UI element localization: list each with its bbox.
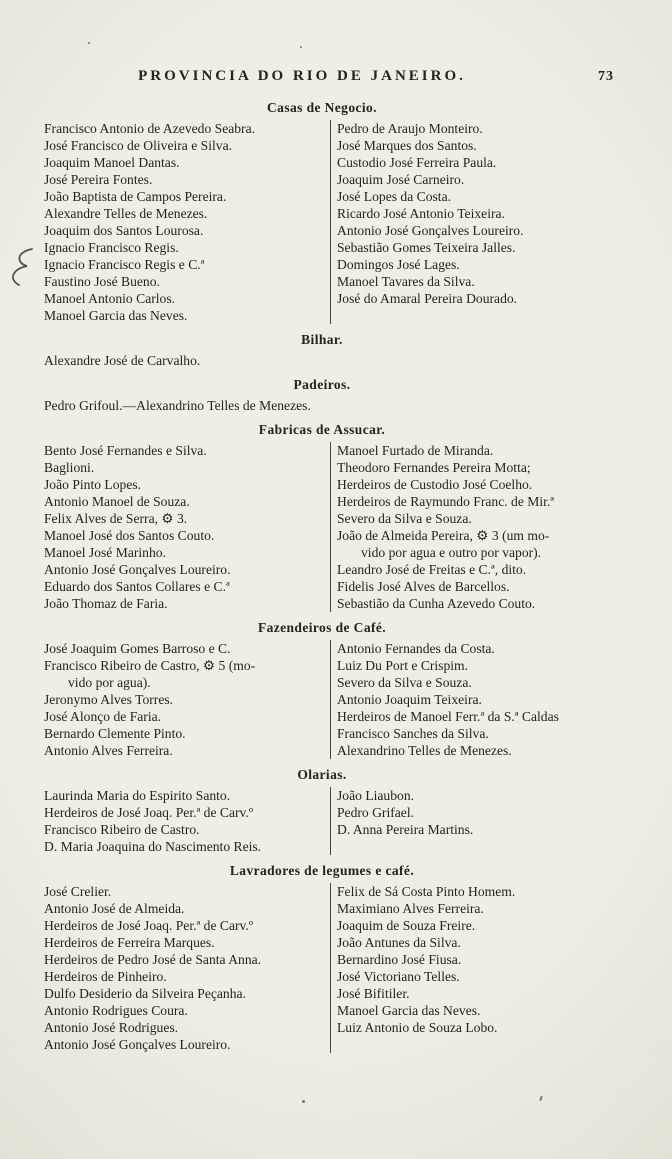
list-item: Maximiano Alves Ferreira. bbox=[337, 901, 484, 916]
list-item: Bernardino José Fiusa. bbox=[337, 952, 462, 967]
list-item: Domingos José Lages. bbox=[337, 257, 460, 272]
list-item: Sebastião da Cunha Azevedo Couto. bbox=[337, 596, 536, 611]
list-item: José Joaquim Gomes Barroso e C. bbox=[44, 641, 231, 656]
list-item: Laurinda Maria do Espirito Santo. bbox=[44, 788, 231, 803]
section-title: Bilhar. bbox=[301, 332, 343, 347]
section bbox=[44, 863, 640, 1053]
single-column-list bbox=[44, 352, 640, 369]
list-item: D. Anna Pereira Martins. bbox=[337, 822, 474, 837]
list-item: Antonio Rodrigues Coura. bbox=[44, 1003, 188, 1018]
left-column bbox=[44, 640, 330, 759]
list-item: Custodio José Ferreira Paula. bbox=[337, 155, 497, 170]
list-item: Antonio José Rodrigues. bbox=[44, 1020, 179, 1035]
page-content bbox=[44, 68, 640, 1053]
list-item: José Pereira Fontes. bbox=[44, 172, 153, 187]
right-column bbox=[330, 883, 640, 1053]
list-item: Bento José Fernandes e Silva. bbox=[44, 443, 207, 458]
list-item: José Bifitiler. bbox=[337, 986, 410, 1001]
list-item: José Francisco de Oliveira e Silva. bbox=[44, 138, 232, 153]
section bbox=[44, 377, 640, 414]
scan-speck bbox=[300, 46, 302, 48]
section-title: Fabricas de Assucar. bbox=[258, 422, 386, 437]
list-item: Antonio Alves Ferreira. bbox=[44, 743, 173, 758]
list-item: Alexandrino Telles de Menezes. bbox=[337, 743, 512, 758]
list-item: Leandro José de Freitas e C.ª, dito. bbox=[337, 562, 527, 577]
list-item: João Baptista de Campos Pereira. bbox=[44, 189, 227, 204]
list-item: Luiz Du Port e Crispim. bbox=[337, 658, 469, 673]
list-item: Manoel Antonio Carlos. bbox=[44, 291, 176, 306]
list-item: Herdeiros de Raymundo Franc. de Mir.ª bbox=[337, 494, 555, 509]
section bbox=[44, 100, 640, 324]
list-item: Francisco Ribeiro de Castro. bbox=[44, 822, 200, 837]
list-item: vido por agua). bbox=[68, 675, 151, 690]
list-item: vido por agua e outro por vapor). bbox=[361, 545, 542, 560]
list-item: José Lopes da Costa. bbox=[337, 189, 452, 204]
page-title: PROVINCIA DO RIO DE JANEIRO. bbox=[138, 68, 466, 84]
list-item: João Thomaz de Faria. bbox=[44, 596, 168, 611]
list-item: Severo da Silva e Souza. bbox=[337, 511, 472, 526]
list-item: Eduardo dos Santos Collares e C.ª bbox=[44, 579, 230, 594]
list-item: Antonio Joaquim Teixeira. bbox=[337, 692, 482, 707]
list-item: Herdeiros de Pinheiro. bbox=[44, 969, 167, 984]
left-column bbox=[44, 883, 330, 1053]
section bbox=[44, 620, 640, 759]
list-item: Joaquim dos Santos Lourosa. bbox=[44, 223, 204, 238]
list-item: Antonio José de Almeida. bbox=[44, 901, 185, 916]
list-item: Manoel Furtado de Miranda. bbox=[337, 443, 494, 458]
list-item: Alexandre José de Carvalho. bbox=[44, 353, 201, 368]
scan-speck bbox=[539, 1096, 543, 1101]
page-number: 73 bbox=[598, 69, 614, 84]
two-column-list bbox=[44, 883, 640, 1053]
list-item: Theodoro Fernandes Pereira Motta; bbox=[337, 460, 531, 475]
list-item: D. Maria Joaquina do Nascimento Reis. bbox=[44, 839, 262, 854]
section bbox=[44, 767, 640, 855]
list-item: Francisco Antonio de Azevedo Seabra. bbox=[44, 121, 256, 136]
right-column bbox=[330, 120, 640, 324]
list-item: João Liaubon. bbox=[337, 788, 415, 803]
list-item: Manoel José dos Santos Couto. bbox=[44, 528, 215, 543]
page-header bbox=[44, 68, 640, 92]
list-item: Antonio José Gonçalves Loureiro. bbox=[44, 562, 231, 577]
section-title: Olarias. bbox=[297, 767, 347, 782]
right-column bbox=[330, 787, 640, 855]
list-item: João Pinto Lopes. bbox=[44, 477, 142, 492]
list-item: José Crelier. bbox=[44, 884, 112, 899]
list-item: Herdeiros de Custodio José Coelho. bbox=[337, 477, 533, 492]
two-column-list bbox=[44, 787, 640, 855]
list-item: Manoel José Marinho. bbox=[44, 545, 166, 560]
list-item: Pedro Grifoul.—Alexandrino Telles de Menezes. bbox=[44, 398, 311, 413]
list-item: Herdeiros de Ferreira Marques. bbox=[44, 935, 215, 950]
two-column-list bbox=[44, 120, 640, 324]
two-column-list bbox=[44, 442, 640, 612]
list-item: Joaquim Manoel Dantas. bbox=[44, 155, 180, 170]
list-item: Antonio José Gonçalves Loureiro. bbox=[337, 223, 524, 238]
list-item: Fidelis José Alves de Barcellos. bbox=[337, 579, 510, 594]
scan-speck bbox=[302, 1100, 305, 1103]
list-item: Ignacio Francisco Regis e C.ª bbox=[44, 257, 205, 272]
section bbox=[44, 332, 640, 369]
left-column bbox=[44, 120, 330, 324]
list-item: Manoel Garcia das Neves. bbox=[337, 1003, 481, 1018]
list-item: João Antunes da Silva. bbox=[337, 935, 461, 950]
list-item: Luiz Antonio de Souza Lobo. bbox=[337, 1020, 498, 1035]
list-item: José Victoriano Telles. bbox=[337, 969, 460, 984]
list-item: Manoel Garcia das Neves. bbox=[44, 308, 188, 323]
list-item: Felix Alves de Serra, ⚙ 3. bbox=[44, 511, 188, 526]
section bbox=[44, 422, 640, 612]
section-title: Fazendeiros de Café. bbox=[257, 620, 387, 635]
right-column bbox=[330, 442, 640, 612]
two-column-list bbox=[44, 640, 640, 759]
list-item: Joaquim de Souza Freire. bbox=[337, 918, 476, 933]
list-item: Pedro de Araujo Monteiro. bbox=[337, 121, 483, 136]
list-item: Baglioni. bbox=[44, 460, 95, 475]
list-item: Alexandre Telles de Menezes. bbox=[44, 206, 208, 221]
list-item: Pedro Grifael. bbox=[337, 805, 415, 820]
list-item: Jeronymo Alves Torres. bbox=[44, 692, 174, 707]
list-item: Manoel Tavares da Silva. bbox=[337, 274, 475, 289]
list-item: Herdeiros de José Joaq. Per.ª de Carv.º bbox=[44, 805, 254, 820]
left-column bbox=[44, 787, 330, 855]
left-column bbox=[44, 442, 330, 612]
section-title: Padeiros. bbox=[293, 377, 351, 392]
list-item: Bernardo Clemente Pinto. bbox=[44, 726, 186, 741]
right-column bbox=[330, 640, 640, 759]
list-item: João de Almeida Pereira, ⚙ 3 (um mo- bbox=[337, 528, 550, 543]
single-column-list bbox=[44, 397, 640, 414]
section-title: Lavradores de legumes e café. bbox=[229, 863, 415, 878]
scan-speck bbox=[88, 42, 90, 44]
list-item: José Marques dos Santos. bbox=[337, 138, 477, 153]
list-item: Francisco Sanches da Silva. bbox=[337, 726, 489, 741]
list-item: Ignacio Francisco Regis. bbox=[44, 240, 179, 255]
list-item: Sebastião Gomes Teixeira Jalles. bbox=[337, 240, 516, 255]
list-item: Antonio Manoel de Souza. bbox=[44, 494, 190, 509]
list-item: Herdeiros de Manoel Ferr.ª da S.ª Caldas bbox=[337, 709, 559, 724]
list-item: Dulfo Desiderio da Silveira Peçanha. bbox=[44, 986, 246, 1001]
sections-container bbox=[44, 100, 640, 1053]
handwritten-squiggle-icon bbox=[2, 246, 38, 290]
list-item: Francisco Ribeiro de Castro, ⚙ 5 (mo- bbox=[44, 658, 256, 673]
list-item: Herdeiros de Pedro José de Santa Anna. bbox=[44, 952, 262, 967]
list-item: José Alonço de Faria. bbox=[44, 709, 162, 724]
list-item: Antonio Fernandes da Costa. bbox=[337, 641, 495, 656]
list-item: Faustino José Bueno. bbox=[44, 274, 160, 289]
list-item: Joaquim José Carneiro. bbox=[337, 172, 465, 187]
list-item: Herdeiros de José Joaq. Per.ª de Carv.º bbox=[44, 918, 254, 933]
list-item: Antonio José Gonçalves Loureiro. bbox=[44, 1037, 231, 1052]
list-item: José do Amaral Pereira Dourado. bbox=[337, 291, 518, 306]
list-item: Felix de Sá Costa Pinto Homem. bbox=[337, 884, 516, 899]
list-item: Severo da Silva e Souza. bbox=[337, 675, 472, 690]
section-title: Casas de Negocio. bbox=[267, 100, 377, 115]
list-item: Ricardo José Antonio Teixeira. bbox=[337, 206, 505, 221]
